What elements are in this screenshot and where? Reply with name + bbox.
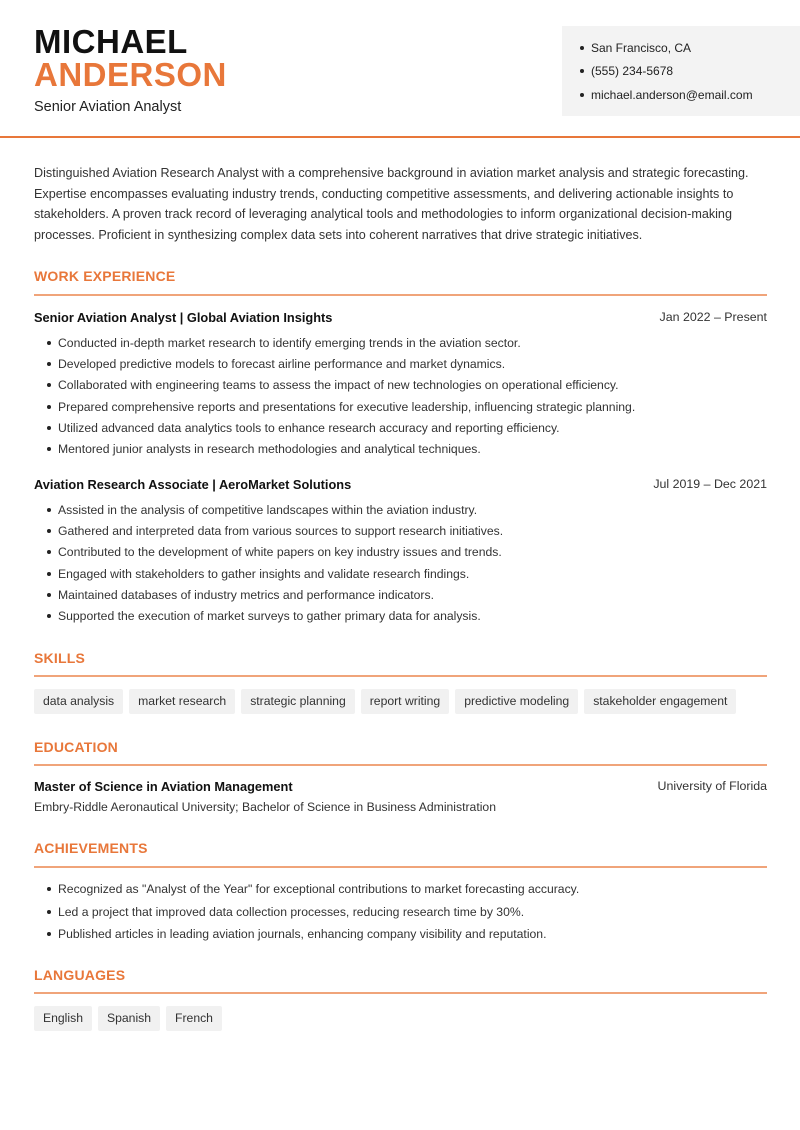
- skill-chip: market research: [129, 689, 235, 714]
- section-divider: [34, 294, 767, 296]
- bullet-icon: [47, 932, 51, 936]
- bullet-icon: [47, 383, 51, 387]
- bullet-icon: [47, 550, 51, 554]
- section-title-skills: SKILLS: [34, 650, 85, 666]
- education-details: Embry-Riddle Aeronautical University; Bachelor of Science in Business Administration: [34, 800, 496, 814]
- list-item: Recognized as "Analyst of the Year" for exceptional contributions to market forecasting accuracy.: [34, 878, 774, 901]
- contact-email: michael.anderson@email.com: [580, 83, 800, 107]
- skill-chip: data analysis: [34, 689, 123, 714]
- list-item: Utilized advanced data analytics tools to enhance research accuracy and reporting efficiency.: [34, 417, 774, 438]
- list-item: Published articles in leading aviation journals, enhancing company visibility and reputation.: [34, 923, 774, 946]
- bullet-icon: [47, 614, 51, 618]
- skill-chip: predictive modeling: [455, 689, 578, 714]
- bullet-icon: [47, 362, 51, 366]
- section-divider: [34, 764, 767, 766]
- bullet-icon: [580, 69, 584, 73]
- bullet-icon: [47, 887, 51, 891]
- skill-chip: stakeholder engagement: [584, 689, 736, 714]
- language-chip: French: [166, 1006, 222, 1031]
- contact-location: San Francisco, CA: [580, 36, 800, 60]
- section-divider: [34, 992, 767, 994]
- skill-chip: report writing: [361, 689, 449, 714]
- bullet-icon: [580, 93, 584, 97]
- section-title-education: EDUCATION: [34, 739, 118, 755]
- achievements-list: [34, 878, 774, 946]
- job-role: Senior Aviation Analyst | Global Aviation Insights: [34, 310, 333, 325]
- skills-list: [34, 689, 736, 714]
- education-header: [34, 779, 767, 794]
- bullet-icon: [47, 341, 51, 345]
- summary-paragraph: Distinguished Aviation Research Analyst with a comprehensive background in aviation market analysis and strategic forecasting. Expertise encompasses evaluating industry trends, conducting competitive assessments, and delivering actionable insights to stakeholders. A proven track record of leveraging analytical tools and methodologies to inform organizational decision-making processes. Proficient in synthesizing complex data sets into coherent narratives that drive strategic initiatives.: [34, 166, 749, 243]
- job-dates: Jan 2022 – Present: [659, 310, 767, 324]
- language-chip: Spanish: [98, 1006, 160, 1031]
- list-item: Conducted in-depth market research to identify emerging trends in the aviation sector.: [34, 332, 774, 353]
- job-header: [34, 310, 767, 325]
- section-title-achievements: ACHIEVEMENTS: [34, 840, 148, 856]
- bullet-icon: [47, 426, 51, 430]
- job-title: Senior Aviation Analyst: [34, 99, 182, 115]
- bullet-icon: [47, 910, 51, 914]
- degree: Master of Science in Aviation Management: [34, 779, 293, 794]
- job-bullets: [34, 332, 774, 460]
- contact-phone: (555) 234-5678: [580, 60, 800, 84]
- list-item: Assisted in the analysis of competitive landscapes within the aviation industry.: [34, 499, 774, 520]
- list-item: Maintained databases of industry metrics and performance indicators.: [34, 584, 774, 605]
- list-item: Led a project that improved data collection processes, reducing research time by 30%.: [34, 901, 774, 924]
- skill-chip: strategic planning: [241, 689, 355, 714]
- section-divider: [34, 866, 767, 868]
- resume-header: [0, 0, 800, 138]
- list-item: Prepared comprehensive reports and presentations for executive leadership, influencing strategic planning.: [34, 396, 774, 417]
- section-divider: [34, 675, 767, 677]
- bullet-icon: [580, 46, 584, 50]
- list-item: Mentored junior analysts in research methodologies and analytical techniques.: [34, 438, 774, 459]
- bullet-icon: [47, 572, 51, 576]
- list-item: Contributed to the development of white papers on key industry issues and trends.: [34, 542, 774, 563]
- last-name: ANDERSON: [34, 56, 227, 93]
- list-item: Gathered and interpreted data from various sources to support research initiatives.: [34, 520, 774, 541]
- job-dates: Jul 2019 – Dec 2021: [653, 477, 767, 491]
- job-header: [34, 477, 767, 492]
- list-item: Supported the execution of market surveys to gather primary data for analysis.: [34, 605, 774, 626]
- list-item: Engaged with stakeholders to gather insights and validate research findings.: [34, 563, 774, 584]
- job-role: Aviation Research Associate | AeroMarket Solutions: [34, 477, 352, 492]
- list-item: Collaborated with engineering teams to assess the impact of new technologies on operational efficiency.: [34, 375, 774, 396]
- languages-list: [34, 1006, 222, 1031]
- bullet-icon: [47, 508, 51, 512]
- first-name: MICHAEL: [34, 23, 188, 60]
- bullet-icon: [47, 529, 51, 533]
- section-title-languages: LANGUAGES: [34, 967, 126, 983]
- bullet-icon: [47, 447, 51, 451]
- bullet-icon: [47, 405, 51, 409]
- job-bullets: [34, 499, 774, 627]
- language-chip: English: [34, 1006, 92, 1031]
- school: University of Florida: [657, 779, 767, 793]
- section-title-work: WORK EXPERIENCE: [34, 268, 176, 284]
- list-item: Developed predictive models to forecast airline performance and market dynamics.: [34, 353, 774, 374]
- contact-box: [562, 26, 800, 116]
- bullet-icon: [47, 593, 51, 597]
